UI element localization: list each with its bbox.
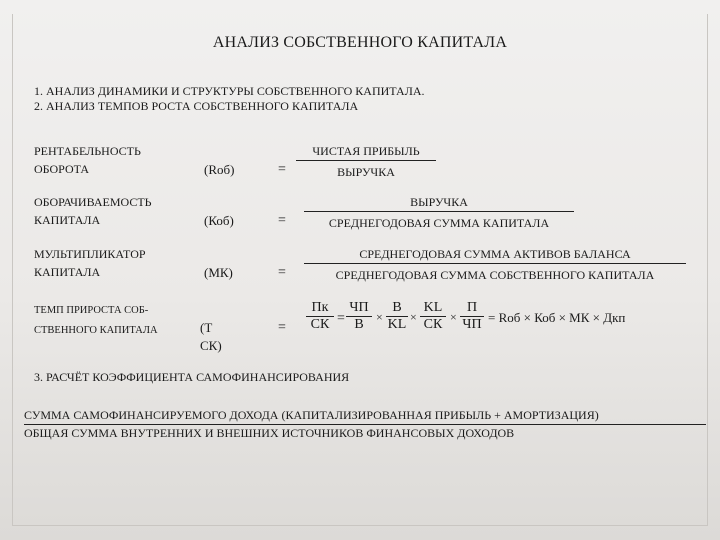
fraction-denominator: ОБЩАЯ СУММА ВНУТРЕННИХ И ВНЕШНИХ ИСТОЧНИКОВ ФИНАНСОВЫХ ДОХОДОВ <box>24 426 515 440</box>
fraction <box>386 300 408 333</box>
equals-sign: = <box>278 320 286 335</box>
fraction <box>346 300 372 333</box>
row-label-line: СТВЕННОГО КАПИТАЛА <box>34 325 158 336</box>
row-abbr: (Коб) <box>204 213 234 228</box>
fraction-numerator: ВЫРУЧКА <box>304 193 574 212</box>
equals-sign: = <box>278 213 286 228</box>
row-label-line: ТЕМП ПРИРОСТА СОБ- <box>34 305 149 316</box>
fraction-numerator: П <box>460 300 484 317</box>
item-list <box>34 84 425 114</box>
fraction-numerator: Пк <box>306 300 334 317</box>
fraction-numerator: В <box>386 300 408 317</box>
equals-sign: = <box>278 162 286 177</box>
row-label <box>34 245 204 281</box>
equals-sign: = <box>278 265 286 280</box>
fraction-denominator: ВЫРУЧКА <box>337 165 395 179</box>
formula-result: = Rоб × Коб × МК × Дкп <box>488 310 626 325</box>
row-abbr: (Т СК) <box>200 320 222 353</box>
row-label-line: РЕНТАБЕЛЬНОСТЬ <box>34 144 141 158</box>
fraction-numerator: ЧП <box>346 300 372 317</box>
fraction-denominator: ЧП <box>462 317 482 332</box>
fraction-numerator: СУММА САМОФИНАНСИРУЕМОГО ДОХОДА (КАПИТАЛИЗИРОВАННАЯ ПРИБЫЛЬ + АМОРТИЗАЦИЯ) <box>24 408 706 425</box>
multiply-sign: × <box>410 310 417 324</box>
fraction <box>304 245 686 284</box>
fraction-numerator: KL <box>420 300 446 317</box>
equals-sign: = <box>337 311 345 326</box>
fraction <box>420 300 446 333</box>
fraction-denominator: СК <box>423 317 443 332</box>
fraction-denominator: СК <box>310 317 330 332</box>
fraction <box>306 300 334 333</box>
row-label-line: ОБОРАЧИВАЕМОСТЬ <box>34 195 152 209</box>
fraction <box>296 142 436 181</box>
composite-formula <box>306 300 706 340</box>
row-label-line: КАПИТАЛА <box>34 265 101 279</box>
fraction-denominator: СРЕДНЕГОДОВАЯ СУММА КАПИТАЛА <box>328 216 550 230</box>
multiply-sign: × <box>376 310 383 324</box>
row-abbr: (Rоб) <box>204 162 235 177</box>
row-label <box>34 301 204 341</box>
row-label-line: КАПИТАЛА <box>34 213 101 227</box>
fraction <box>304 193 574 232</box>
fraction-numerator: СРЕДНЕГОДОВАЯ СУММА АКТИВОВ БАЛАНСА <box>304 245 686 264</box>
fraction <box>460 300 484 333</box>
frame-line-right <box>707 14 708 526</box>
list-item: 2. АНАЛИЗ ТЕМПОВ РОСТА СОБСТВЕННОГО КАПИТАЛА <box>34 99 359 113</box>
fraction-denominator: СРЕДНЕГОДОВАЯ СУММА СОБСТВЕННОГО КАПИТАЛА <box>335 268 655 282</box>
row-label-line: МУЛЬТИПЛИКАТОР <box>34 247 146 261</box>
frame-line-left <box>12 14 13 526</box>
slide-title: АНАЛИЗ СОБСТВЕННОГО КАПИТАЛА <box>212 34 508 51</box>
fraction-denominator: В <box>354 317 364 332</box>
frame-line-bottom <box>12 525 708 526</box>
row-label-line: ОБОРОТА <box>34 162 90 176</box>
row-label <box>34 142 204 178</box>
multiply-sign: × <box>450 310 457 324</box>
list-item: 1. АНАЛИЗ ДИНАМИКИ И СТРУКТУРЫ СОБСТВЕННОГО КАПИТАЛА. <box>34 84 425 98</box>
row-label <box>34 193 204 229</box>
self-financing-ratio <box>24 408 706 441</box>
fraction-numerator: ЧИСТАЯ ПРИБЫЛЬ <box>296 142 436 161</box>
section-heading: 3. РАСЧЁТ КОЭФФИЦИЕНТА САМОФИНАНСИРОВАНИЯ <box>34 370 350 384</box>
fraction-denominator: KL <box>387 317 407 332</box>
row-abbr: (МК) <box>204 265 233 280</box>
